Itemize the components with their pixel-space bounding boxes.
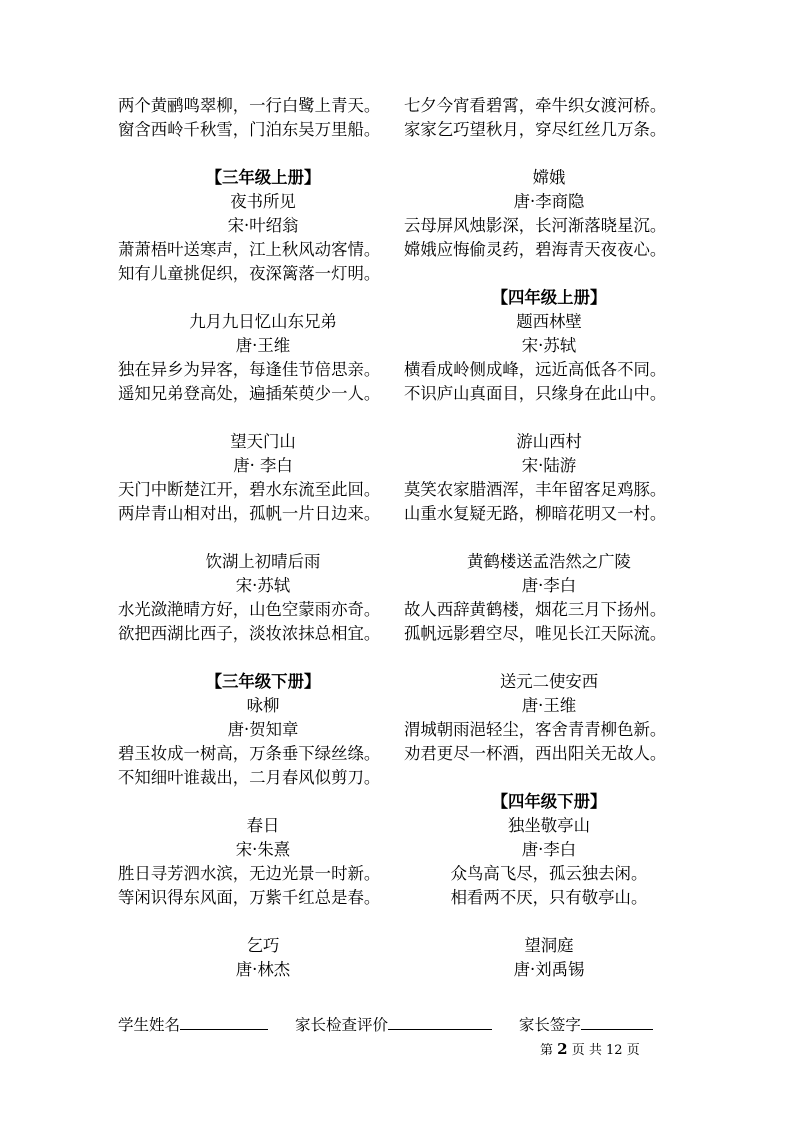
poem-line: 不知细叶谁裁出，二月春风似剪刀。 [118,768,381,787]
page-total: 12 [606,1043,623,1058]
poem-title: 送元二使安西 [499,672,599,691]
poem-title: 题西林壁 [516,312,582,331]
poem-line: 独在异乡为异客，每逢佳节倍思亲。 [118,360,381,379]
poem-title: 嫦娥 [532,168,566,187]
poem-author: 唐·王维 [521,696,577,715]
poem-author: 唐·李商隐 [513,192,585,211]
poem-title: 独坐敬亭山 [508,816,590,835]
poem-author: 唐· 李白 [233,456,293,475]
poem-line: 劝君更尽一杯酒，西出阳关无故人。 [404,744,667,763]
poem-line: 莫笑农家腊酒浑，丰年留客足鸡豚。 [404,480,667,499]
poem-line: 窗含西岭千秋雪，门泊东吴万里船。 [118,120,381,139]
poem-line: 七夕今宵看碧霄，牵牛织女渡河桥。 [404,96,667,115]
poem-line: 两个黄鹂鸣翠柳，一行白鹭上青天。 [118,96,381,115]
parent-review-blank[interactable] [388,1012,492,1030]
poem-line: 渭城朝雨浥轻尘，客舍青青柳色新。 [404,720,667,739]
poem-line: 家家乞巧望秋月，穿尽红丝几万条。 [404,120,667,139]
poem-line: 孤帆远影碧空尽，唯见长江天际流。 [404,624,667,643]
student-name-label: 学生姓名 [118,1016,181,1034]
poem-title: 望天门山 [230,432,296,451]
poem-line: 嫦娥应悔偷灵药，碧海青天夜夜心。 [404,240,667,259]
section-heading-grade4-lower: 【四年级下册】 [491,792,607,811]
poem-line: 横看成岭侧成峰，远近高低各不同。 [404,360,667,379]
poem-author: 宋·苏轼 [521,336,577,355]
poem-title: 咏柳 [246,696,280,715]
poem-author: 唐·李白 [521,576,577,595]
poem-line: 胜日寻芳泗水滨，无边光景一时新。 [118,864,381,883]
poem-line: 知有儿童挑促织，夜深篱落一灯明。 [118,264,381,283]
poem-line: 等闲识得东风面，万紫千红总是春。 [118,888,381,907]
poem-line: 相看两不厌，只有敬亭山。 [450,888,648,907]
poem-title: 乞巧 [246,936,280,955]
poem-title: 春日 [246,816,280,835]
poem-line: 欲把西湖比西子，淡妆浓抹总相宜。 [118,624,381,643]
poem-line: 故人西辞黄鹤楼，烟花三月下扬州。 [404,600,667,619]
poem-author: 宋·苏轼 [235,576,291,595]
poem-line: 山重水复疑无路，柳暗花明又一村。 [404,504,667,523]
section-heading-grade4-upper: 【四年级上册】 [491,288,607,307]
parent-sign-label: 家长签字 [518,1016,581,1034]
signature-footer [118,1012,678,1036]
poem-author: 唐·王维 [235,336,291,355]
parent-sign-blank[interactable] [581,1012,653,1030]
poem-author: 唐·贺知章 [227,720,299,739]
poem-line: 云母屏风烛影深，长河渐落晓星沉。 [404,216,667,235]
poem-author: 唐·刘禹锡 [513,960,585,979]
page-number: 第 2 页 共 12 页 [540,1040,640,1058]
poem-line: 碧玉妆成一树高，万条垂下绿丝绦。 [118,744,381,763]
poem-line: 水光潋滟晴方好，山色空蒙雨亦奇。 [118,600,381,619]
poem-line: 不识庐山真面目，只缘身在此山中。 [404,384,667,403]
poem-author: 宋·叶绍翁 [227,216,299,235]
poem-author: 唐·李白 [521,840,577,859]
parent-review-label: 家长检查评价 [294,1016,388,1034]
section-heading-grade3-upper: 【三年级上册】 [205,168,321,187]
poem-title: 九月九日忆山东兄弟 [189,312,337,331]
section-heading-grade3-lower: 【三年级下册】 [205,672,321,691]
poem-title: 黄鹤楼送孟浩然之广陵 [467,552,631,571]
poem-title: 望洞庭 [524,936,574,955]
poem-author: 唐·林杰 [235,960,291,979]
poem-line: 两岸青山相对出，孤帆一片日边来。 [118,504,381,523]
poem-author: 宋·朱熹 [235,840,291,859]
poem-author: 宋·陆游 [521,456,577,475]
poem-title: 夜书所见 [230,192,296,211]
right-column [404,94,694,982]
poem-line: 遥知兄弟登高处，遍插茱萸少一人。 [118,384,381,403]
page-current: 2 [557,1040,568,1058]
poem-title: 饮湖上初晴后雨 [205,552,321,571]
student-name-blank[interactable] [180,1012,268,1030]
poem-line: 天门中断楚江开，碧水东流至此回。 [118,480,381,499]
poem-line: 萧萧梧叶送寒声，江上秋风动客情。 [118,240,381,259]
left-column [118,94,408,982]
poem-title: 游山西村 [516,432,582,451]
poem-line: 众鸟高飞尽，孤云独去闲。 [450,864,648,883]
